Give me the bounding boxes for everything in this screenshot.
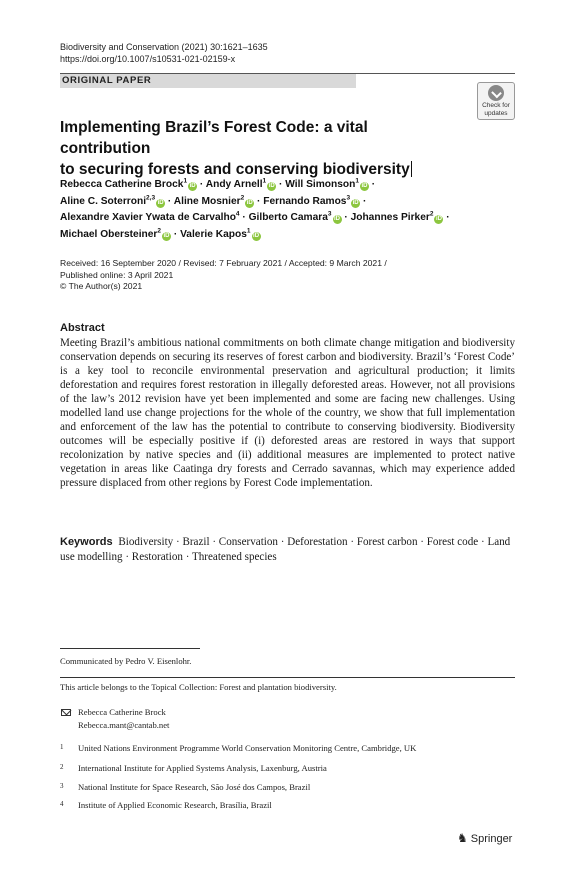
check-for-updates-label-1: Check for — [482, 102, 510, 109]
dates-line-3: © The Author(s) 2021 — [60, 281, 143, 291]
paper-title-line-2: to securing forests and conserving biodiversity — [60, 161, 410, 178]
orcid-icon[interactable]: iD — [435, 216, 442, 222]
orcid-icon[interactable]: iD — [246, 199, 253, 206]
author-list — [60, 177, 510, 243]
author-name[interactable]: Rebecca Catherine Brock — [60, 179, 184, 190]
correspondence-name: Rebecca Catherine Brock — [78, 707, 166, 717]
springer-horse-icon: ♞ — [457, 831, 468, 845]
abstract-text: Meeting Brazil’s ambitious national commitments on both climate change mitigation and biodiversity conservation depends on securing its reserves of forest carbon and biodiversity. Brazil’s ‘Forest Code’ is a key tool to reconcile environmental preservation and agricultural production; it limits deforestation and requires forest restoration in illegally deforested areas. However, not all provisions of the law’s 2012 revision have yet been implemented and some are facing new challenges. Using modelled land use change projections for the whole of the country, we show that full implementation and enforcement of the law has the potential to contribute to conserving biodiversity. Biodiversity outcomes will be especially positive if (i) deforested areas are restored in ways that support recolonization by native species and (ii) additional measures are implemented to protect native vegetation in areas like Caatinga dry forests and Cerrado savannas, which may experience added pressure displaced from other regions by Forest Code implementation. — [60, 337, 515, 489]
affiliation-number: 1 — [60, 743, 64, 751]
topical-collection-note: This article belongs to the Topical Collection: Forest and plantation biodiversity. — [60, 682, 337, 692]
collection-rule — [60, 677, 515, 678]
keywords-text: Biodiversity · Brazil · Conservation · Deforestation · Forest carbon · Forest code · Land use modelling · Restoration · Threatened species — [60, 536, 511, 563]
orcid-icon[interactable]: iD — [334, 216, 340, 222]
author-name[interactable]: Will Simonson — [285, 179, 356, 190]
check-for-updates-badge[interactable] — [477, 82, 515, 120]
affiliation: International Institute for Applied Systems Analysis, Laxenburg, Austria — [78, 763, 327, 773]
paper-type-banner: ORIGINAL PAPER — [60, 74, 356, 88]
orcid-icon[interactable]: iD — [352, 199, 359, 206]
journal-doi[interactable]: https://doi.org/10.1007/s10531-021-02159-x — [60, 54, 236, 64]
author-name[interactable]: Valerie Kapos — [180, 228, 247, 240]
orcid-icon[interactable]: iD — [157, 199, 164, 206]
paper-title-line-1: Implementing Brazil’s Forest Code: a vital contribution — [60, 119, 368, 157]
communicated-by: Communicated by Pedro V. Eisenlohr. — [60, 656, 192, 666]
publication-dates — [60, 258, 460, 293]
author-name[interactable]: Michael Obersteiner — [60, 228, 158, 240]
author-name[interactable]: Alexandre Xavier Ywata de Carvalho — [60, 212, 236, 223]
check-for-updates-label-2: updates — [484, 110, 508, 117]
check-for-updates-icon — [488, 85, 504, 101]
affiliation: Institute of Applied Economic Research, Brasília, Brazil — [78, 800, 272, 810]
paper-title — [60, 117, 460, 180]
author-name[interactable]: Aline C. Soterroni — [60, 195, 147, 207]
footnote-rule — [60, 648, 200, 649]
keywords — [60, 535, 515, 564]
dates-line-2: Published online: 3 April 2021 — [60, 269, 174, 280]
keywords-label: Keywords — [60, 536, 113, 548]
affiliation-number: 3 — [60, 782, 64, 790]
author-line-4: Michael Obersteiner$^2$iD · Valerie Kapos$^1$iD — [60, 227, 260, 240]
author-name[interactable]: Aline Mosnier — [173, 195, 241, 207]
publisher-name: Springer — [470, 833, 513, 845]
author-line-3: Alexandre Xavier Ywata de Carvalho$^4$ · Gilberto Camara$^3$iD · Johannes Pirker$^2$iD · — [60, 210, 450, 223]
journal-citation: Biodiversity and Conservation (2021) 30:1621–1635 — [60, 42, 268, 52]
affiliation: National Institute for Space Research, São José dos Campos, Brazil — [78, 782, 311, 792]
affiliation-number: 2 — [60, 763, 64, 771]
author-line-2: Aline C. Soterroni$^{2,3}$iD · Aline Mosnier$^2$iD · Fernando Ramos$^3$iD · — [60, 194, 367, 207]
orcid-icon[interactable]: iD — [189, 183, 196, 189]
orcid-icon[interactable]: iD — [268, 183, 275, 189]
dates-line-1: Received: 16 September 2020 / Revised: 7 February 2021 / Accepted: 9 March 2021 / — [60, 258, 387, 268]
author-name[interactable]: Fernando Ramos — [263, 195, 347, 207]
orcid-icon[interactable]: iD — [253, 232, 260, 239]
author-name[interactable]: Johannes Pirker — [350, 212, 430, 223]
abstract-heading: Abstract — [60, 322, 105, 334]
mail-icon — [61, 709, 71, 716]
orcid-icon[interactable]: iD — [361, 183, 368, 189]
author-line-1: Rebecca Catherine Brock$^1$iD · Andy Arnell$^1$iD · Will Simonson$^1$iD · — [60, 177, 376, 190]
journal-header — [60, 41, 268, 65]
orcid-icon[interactable]: iD — [163, 232, 170, 239]
affiliation-number: 4 — [60, 800, 64, 808]
affiliation: United Nations Environment Programme World Conservation Monitoring Centre, Cambridge, UK — [78, 743, 417, 753]
publisher-logo — [457, 831, 512, 845]
author-name[interactable]: Gilberto Camara — [248, 212, 328, 223]
author-name[interactable]: Andy Arnell — [205, 179, 263, 190]
correspondence-email[interactable]: Rebecca.mant@cantab.net — [78, 720, 170, 730]
